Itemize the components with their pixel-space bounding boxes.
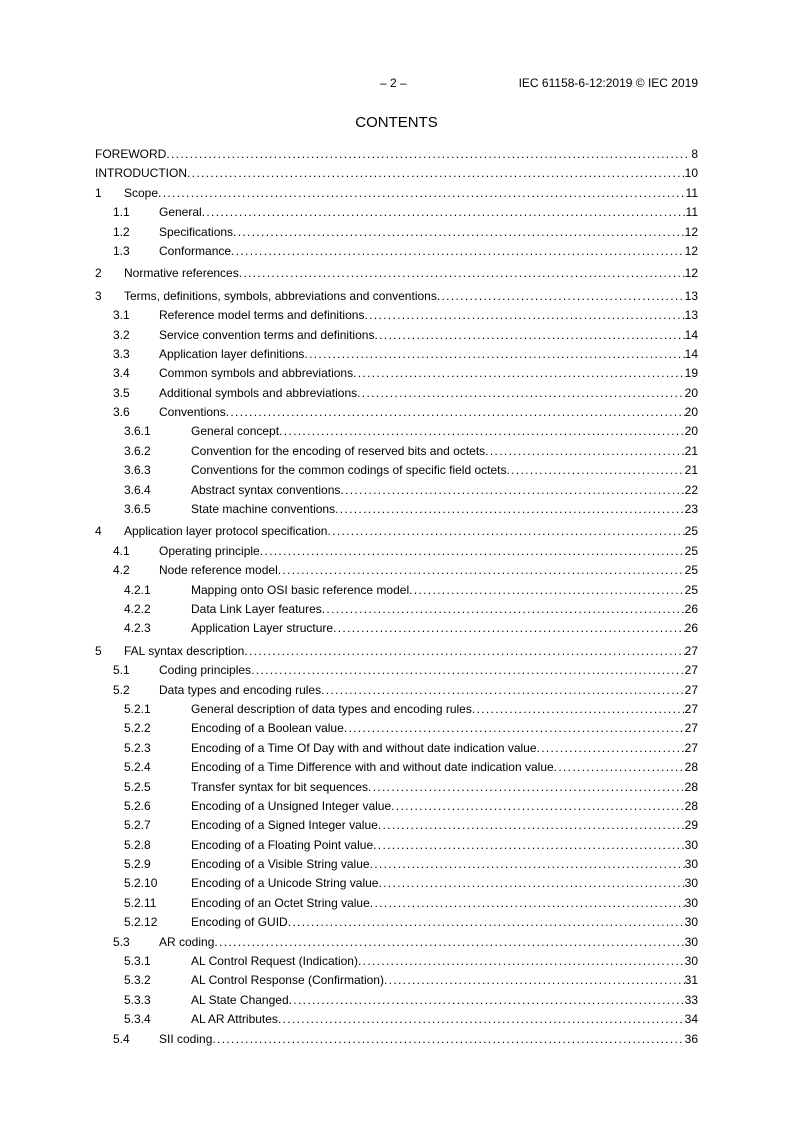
- toc-entry[interactable]: [95, 365, 698, 384]
- dot-leader: [289, 992, 685, 1008]
- toc-entry[interactable]: [95, 307, 698, 326]
- toc-entry[interactable]: [95, 462, 698, 481]
- toc-entry-number: 1.3: [113, 243, 130, 258]
- toc-entry-number: 5.2.12: [124, 915, 158, 930]
- toc-entry[interactable]: [95, 346, 698, 365]
- toc-entry-page: 27: [684, 721, 698, 736]
- toc-entry-number: 4.1: [113, 543, 130, 558]
- toc-entry-number: 5.1: [113, 663, 130, 678]
- dot-leader: [166, 146, 690, 162]
- page-header: [0, 76, 793, 92]
- toc-entry-number: 5.3: [113, 934, 130, 949]
- toc-entry-page: 33: [684, 992, 698, 1007]
- page-number: – 2 –: [380, 76, 407, 90]
- dot-leader: [374, 327, 684, 343]
- dot-leader: [231, 243, 685, 259]
- toc-entry-title: Terms, definitions, symbols, abbreviations and conventions: [124, 288, 437, 303]
- toc-entry-page: 27: [684, 701, 698, 716]
- toc-entry[interactable]: [95, 662, 698, 681]
- dot-leader: [378, 875, 684, 891]
- toc-entry-number: 3: [95, 288, 102, 303]
- dot-leader: [335, 501, 685, 517]
- toc-entry[interactable]: [95, 934, 698, 953]
- toc-entry-number: 3.3: [113, 346, 130, 361]
- toc-entry[interactable]: [95, 443, 698, 462]
- toc-entry-page: 20: [684, 385, 698, 400]
- toc-entry-number: 5.2.4: [124, 760, 151, 775]
- toc-entry[interactable]: [95, 779, 698, 798]
- toc-entry-title: Application Layer structure: [191, 621, 334, 636]
- toc-entry-title: Encoding of a Boolean value: [191, 721, 344, 736]
- toc-entry-title: Data Link Layer features: [191, 601, 322, 616]
- toc-entry-page: 20: [684, 405, 698, 420]
- toc-entry-number: 5.2.1: [124, 701, 151, 716]
- toc-entry-number: 5.2.8: [124, 837, 151, 852]
- toc-entry-page: 12: [684, 266, 698, 281]
- toc-entry-title: Encoding of GUID: [191, 915, 288, 930]
- toc-entry-title: Application layer protocol specification: [124, 524, 328, 539]
- dot-leader: [304, 346, 684, 362]
- toc-entry[interactable]: [95, 482, 698, 501]
- toc-entry-page: 29: [684, 818, 698, 833]
- toc-entry-title: AR coding: [159, 934, 215, 949]
- toc-entry-page: 20: [684, 424, 698, 439]
- toc-entry-number: 4.2.2: [124, 601, 151, 616]
- toc-entry-number: 4: [95, 524, 102, 539]
- toc-entry-title: Conformance: [159, 243, 232, 258]
- toc-entry-title: Encoding of a Visible String value: [191, 857, 370, 872]
- toc-entry-page: 21: [684, 463, 698, 478]
- toc-entry-number: 3.5: [113, 385, 130, 400]
- toc-entry-number: 5.2.3: [124, 740, 151, 755]
- toc-entry-page: 12: [684, 224, 698, 239]
- toc-entry[interactable]: [95, 643, 698, 662]
- toc-entry-page: 30: [684, 954, 698, 969]
- dot-leader: [327, 523, 684, 539]
- toc-entry-number: 5.2.9: [124, 857, 151, 872]
- toc-entry[interactable]: [95, 165, 698, 184]
- toc-entry-title: Additional symbols and abbreviations: [159, 385, 358, 400]
- toc-entry-title: AL Control Request (Indication): [191, 954, 358, 969]
- toc-entry-page: 31: [684, 973, 698, 988]
- toc-entry-number: 3.1: [113, 308, 130, 323]
- toc-entry[interactable]: [95, 953, 698, 972]
- toc-entry-title: Convention for the encoding of reserved bits and octets: [191, 443, 486, 458]
- toc-entry[interactable]: [95, 327, 698, 346]
- toc-entry-title: FOREWORD: [95, 147, 167, 161]
- toc-entry[interactable]: [95, 1031, 698, 1050]
- toc-entry-page: 11: [685, 205, 698, 220]
- dot-leader: [202, 204, 686, 220]
- toc-entry-page: 22: [684, 482, 698, 497]
- toc-entry[interactable]: [95, 582, 698, 601]
- toc-entry[interactable]: [95, 204, 698, 223]
- toc-entry-title: State machine conventions: [191, 502, 336, 517]
- toc-entry-title: AL Control Response (Confirmation): [191, 973, 384, 988]
- toc-entry-title: SII coding: [159, 1031, 213, 1046]
- toc-entry-page: 25: [684, 563, 698, 578]
- toc-entry-title: Conventions: [159, 405, 226, 420]
- toc-entry-title: FAL syntax description: [124, 643, 245, 658]
- toc-entry-number: 5.2.2: [124, 721, 151, 736]
- toc-entry-title: Encoding of a Time Of Day with and without date indication value: [191, 740, 537, 755]
- dot-leader: [279, 423, 685, 439]
- toc-entry-title: Scope: [124, 185, 159, 200]
- toc-entry-page: 12: [684, 243, 698, 258]
- toc-entry-page: 30: [684, 895, 698, 910]
- dot-leader: [226, 404, 685, 420]
- toc-entry-number: 1.2: [113, 224, 130, 239]
- toc-entry-page: 11: [685, 185, 698, 200]
- toc-entry-number: 5.2.5: [124, 779, 151, 794]
- toc-entry-title: Operating principle: [159, 543, 260, 558]
- toc-entry-title: Application layer definitions: [159, 346, 305, 361]
- dot-leader: [214, 934, 684, 950]
- toc-entry-number: 3.2: [113, 327, 130, 342]
- toc-entry-number: 4.2: [113, 563, 130, 578]
- toc-entry-title: Service convention terms and definitions: [159, 327, 375, 342]
- toc-entry-title: Coding principles: [159, 663, 252, 678]
- toc-entry[interactable]: [95, 543, 698, 562]
- dot-leader: [554, 759, 685, 775]
- table-of-contents: [95, 146, 698, 1050]
- toc-entry-title: INTRODUCTION: [95, 166, 187, 181]
- toc-entry-page: 25: [684, 524, 698, 539]
- toc-entry-title: Node reference model: [159, 563, 278, 578]
- toc-entry[interactable]: [95, 895, 698, 914]
- dot-leader: [244, 643, 684, 659]
- dot-leader: [391, 798, 685, 814]
- dot-leader: [384, 972, 685, 988]
- toc-entry-number: 1: [95, 185, 102, 200]
- toc-entry-number: 4.2.3: [124, 621, 151, 636]
- dot-leader: [368, 779, 685, 795]
- toc-entry-title: Encoding of a Unicode String value: [191, 876, 379, 891]
- toc-entry-page: 25: [684, 543, 698, 558]
- toc-entry-number: 5.4: [113, 1031, 130, 1046]
- toc-entry-number: 5.2.11: [124, 895, 157, 910]
- dot-leader: [158, 185, 686, 201]
- dot-leader: [472, 701, 685, 717]
- toc-entry[interactable]: [95, 720, 698, 739]
- toc-entry[interactable]: [95, 523, 698, 542]
- toc-entry[interactable]: [95, 404, 698, 423]
- toc-entry-title: Conventions for the common codings of specific field octets: [191, 463, 507, 478]
- dot-leader: [333, 620, 685, 636]
- toc-entry-title: Transfer syntax for bit sequences: [191, 779, 368, 794]
- toc-entry[interactable]: [95, 224, 698, 243]
- toc-entry-number: 3.6.2: [124, 443, 151, 458]
- dot-leader: [187, 165, 685, 181]
- dot-leader: [507, 462, 685, 478]
- toc-entry[interactable]: [95, 146, 698, 165]
- dot-leader: [344, 720, 685, 736]
- toc-entry-title: Reference model terms and definitions: [159, 308, 365, 323]
- dot-leader: [353, 365, 685, 381]
- dot-leader: [260, 543, 685, 559]
- toc-entry-title: AL AR Attributes: [191, 1012, 278, 1027]
- toc-entry[interactable]: [95, 185, 698, 204]
- toc-entry-title: Encoding of a Time Difference with and without date indication value: [191, 760, 554, 775]
- toc-entry-number: 5.2.7: [124, 818, 151, 833]
- toc-entry[interactable]: [95, 682, 698, 701]
- dot-leader: [251, 662, 685, 678]
- dot-leader: [278, 562, 685, 578]
- dot-leader: [278, 1011, 685, 1027]
- toc-entry-title: General concept: [191, 424, 280, 439]
- toc-entry-page: 34: [684, 1012, 698, 1027]
- toc-entry-page: 14: [684, 346, 698, 361]
- toc-entry-title: General: [159, 205, 202, 220]
- toc-entry[interactable]: [95, 817, 698, 836]
- toc-entry-title: Normative references: [124, 266, 239, 281]
- toc-entry-number: 3.6.4: [124, 482, 151, 497]
- toc-entry[interactable]: [95, 501, 698, 520]
- dot-leader: [321, 682, 685, 698]
- toc-entry[interactable]: [95, 1011, 698, 1030]
- dot-leader: [373, 837, 685, 853]
- toc-entry[interactable]: [95, 243, 698, 262]
- dot-leader: [485, 443, 684, 459]
- toc-entry-page: 27: [684, 643, 698, 658]
- toc-entry-number: 3.6.1: [124, 424, 151, 439]
- toc-entry-page: 30: [684, 934, 698, 949]
- dot-leader: [370, 895, 685, 911]
- toc-entry-number: 5.3.3: [124, 992, 151, 1007]
- dot-leader: [437, 288, 685, 304]
- toc-entry[interactable]: [95, 562, 698, 581]
- toc-entry-number: 3.6.5: [124, 502, 151, 517]
- toc-entry-number: 3.4: [113, 366, 130, 381]
- toc-entry-page: 10: [684, 166, 698, 181]
- toc-entry-page: 26: [684, 601, 698, 616]
- dot-leader: [537, 740, 685, 756]
- dot-leader: [288, 914, 685, 930]
- toc-entry-page: 28: [684, 798, 698, 813]
- toc-entry[interactable]: [95, 759, 698, 778]
- dot-leader: [378, 817, 685, 833]
- toc-entry[interactable]: [95, 992, 698, 1011]
- toc-entry-page: 8: [691, 147, 698, 161]
- toc-entry-page: 30: [684, 915, 698, 930]
- dot-leader: [322, 601, 685, 617]
- toc-entry[interactable]: [95, 875, 698, 894]
- toc-entry[interactable]: [95, 265, 698, 284]
- toc-entry-number: 5.3.1: [124, 954, 151, 969]
- toc-entry-title: Encoding of a Unsigned Integer value: [191, 798, 392, 813]
- toc-entry-title: Specifications: [159, 224, 234, 239]
- toc-entry-title: Encoding of a Floating Point value: [191, 837, 374, 852]
- toc-entry-page: 28: [684, 760, 698, 775]
- toc-entry-title: Abstract syntax conventions: [191, 482, 341, 497]
- toc-entry-number: 5.2.10: [124, 876, 158, 891]
- toc-entry[interactable]: [95, 972, 698, 991]
- toc-entry[interactable]: [95, 914, 698, 933]
- toc-entry-page: 14: [684, 327, 698, 342]
- toc-entry-page: 26: [684, 621, 698, 636]
- toc-entry-page: 25: [684, 582, 698, 597]
- toc-entry[interactable]: [95, 798, 698, 817]
- dot-leader: [409, 582, 685, 598]
- toc-entry[interactable]: [95, 701, 698, 720]
- toc-entry-page: 28: [684, 779, 698, 794]
- toc-entry-number: 2: [95, 266, 102, 281]
- document-id: IEC 61158-6-12:2019 © IEC 2019: [518, 76, 698, 90]
- toc-entry-number: 5: [95, 643, 102, 658]
- toc-entry-title: General description of data types and encoding rules: [191, 701, 472, 716]
- toc-entry[interactable]: [95, 837, 698, 856]
- toc-entry[interactable]: [95, 423, 698, 442]
- toc-entry-number: 5.3.2: [124, 973, 151, 988]
- toc-entry-number: 3.6: [113, 405, 130, 420]
- toc-entry[interactable]: [95, 288, 698, 307]
- toc-entry[interactable]: [95, 620, 698, 639]
- toc-entry-page: 27: [684, 663, 698, 678]
- toc-entry-page: 27: [684, 682, 698, 697]
- toc-entry-number: 5.2.6: [124, 798, 151, 813]
- toc-entry-page: 23: [684, 502, 698, 517]
- toc-entry-title: Encoding of a Signed Integer value: [191, 818, 378, 833]
- dot-leader: [340, 482, 684, 498]
- dot-leader: [212, 1031, 684, 1047]
- toc-entry-page: 21: [684, 443, 698, 458]
- toc-entry-page: 19: [684, 366, 698, 381]
- toc-entry[interactable]: [95, 856, 698, 875]
- toc-entry-title: Data types and encoding rules: [159, 682, 322, 697]
- dot-leader: [233, 224, 685, 240]
- toc-entry-page: 30: [684, 876, 698, 891]
- toc-entry-number: 5.3.4: [124, 1012, 151, 1027]
- toc-entry-number: 4.2.1: [124, 582, 151, 597]
- toc-entry[interactable]: [95, 740, 698, 759]
- toc-entry-title: Encoding of an Octet String value: [191, 895, 370, 910]
- toc-entry-page: 30: [684, 837, 698, 852]
- toc-entry-page: 30: [684, 857, 698, 872]
- dot-leader: [370, 856, 685, 872]
- toc-entry-page: 13: [684, 288, 698, 303]
- toc-entry-title: Common symbols and abbreviations: [159, 366, 354, 381]
- page-title: CONTENTS: [355, 114, 438, 131]
- dot-leader: [239, 265, 685, 281]
- dot-leader: [364, 307, 684, 323]
- toc-entry-title: AL State Changed: [191, 992, 289, 1007]
- dot-leader: [357, 385, 685, 401]
- toc-entry-number: 1.1: [113, 205, 130, 220]
- toc-entry-title: Mapping onto OSI basic reference model: [191, 582, 410, 597]
- toc-entry-number: 3.6.3: [124, 463, 151, 478]
- dot-leader: [358, 953, 685, 969]
- toc-entry-page: 13: [684, 308, 698, 323]
- toc-entry-page: 27: [684, 740, 698, 755]
- toc-entry[interactable]: [95, 601, 698, 620]
- toc-entry-page: 36: [684, 1031, 698, 1046]
- toc-entry-number: 5.2: [113, 682, 130, 697]
- toc-entry[interactable]: [95, 385, 698, 404]
